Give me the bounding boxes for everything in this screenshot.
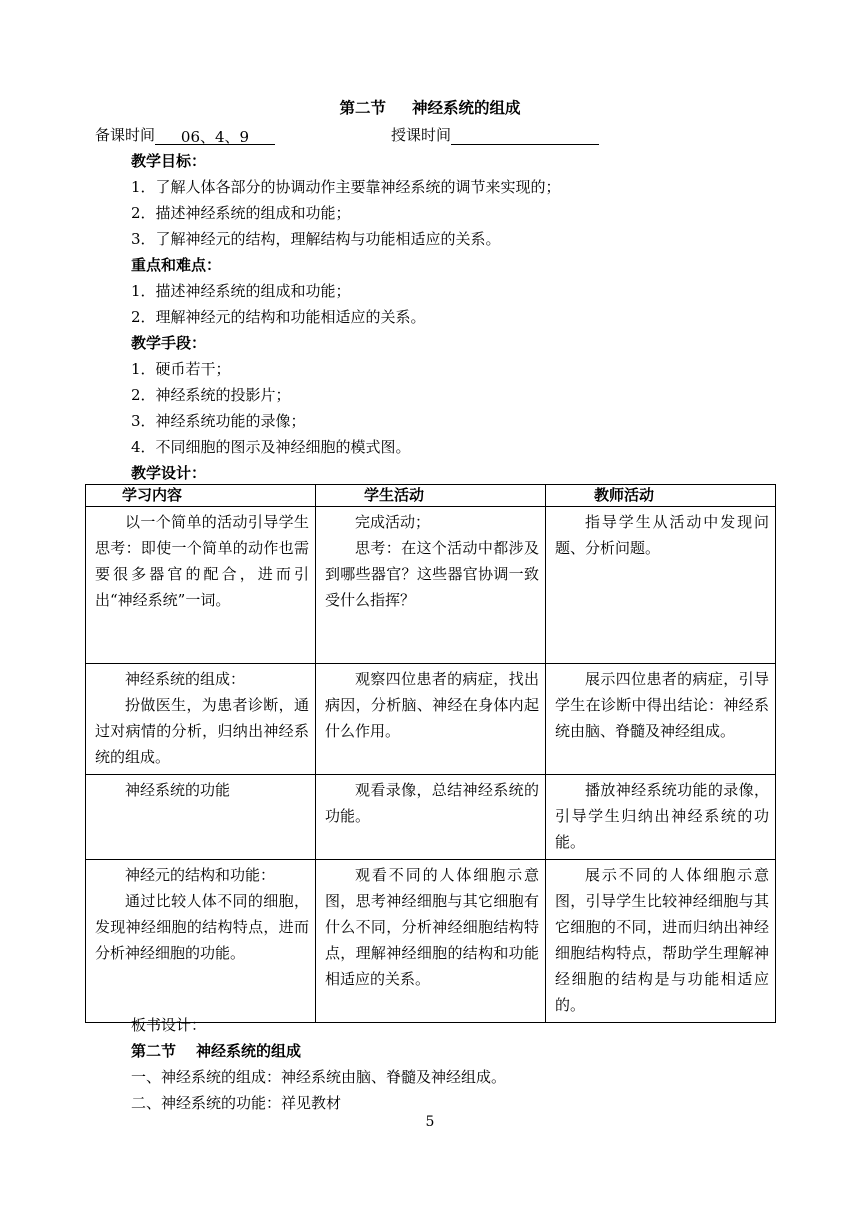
section-number: 第二节 xyxy=(339,99,386,117)
objective-item: 2．描述神经系统的组成和功能； xyxy=(131,204,351,222)
teacher-cell xyxy=(546,860,776,1023)
section-name: 神经系统的组成 xyxy=(412,99,521,117)
key-point-item: 2．理解神经元的结构和功能相适应的关系。 xyxy=(131,308,426,326)
table-row xyxy=(86,507,776,664)
teach-time xyxy=(391,124,599,145)
content-cell xyxy=(86,664,316,775)
content-cell xyxy=(86,775,316,860)
objective-item: 3．了解神经元的结构，理解结构与功能相适应的关系。 xyxy=(131,230,501,248)
cell-paragraph: 观看录像，总结神经系统的功能。 xyxy=(325,781,539,825)
teacher-cell xyxy=(546,775,776,860)
board-line: 二、神经系统的功能：祥见教材 xyxy=(131,1094,342,1112)
cell-paragraph: 思考：在这个活动中都涉及到哪些器官？这些器官协调一致受什么指挥？ xyxy=(325,539,539,609)
cell-paragraph: 指导学生从活动中发现问题、分析问题。 xyxy=(555,513,769,557)
cell-paragraph: 展示不同的人体细胞示意图，引导学生比较神经细胞与其它细胞的不同，进而归纳出神经细胞结构特点，帮助学生理解神经细胞的结构是与功能相适应的。 xyxy=(555,866,769,1014)
header-teacher: 教师活动 xyxy=(546,485,776,507)
teach-time-blank xyxy=(451,126,599,145)
cell-paragraph: 观察四位患者的病症，找出病因，分析脑、神经在身体内起什么作用。 xyxy=(325,670,539,740)
cell-paragraph: 以一个简单的活动引导学生思考：即使一个简单的动作也需要很多器官的配合，进而引出“神经系统”一词。 xyxy=(95,513,309,609)
student-cell xyxy=(316,664,546,775)
board-line: 一、神经系统的组成：神经系统由脑、脊髓及神经组成。 xyxy=(131,1068,507,1086)
section-title xyxy=(0,96,860,118)
key-points-heading: 重点和难点： xyxy=(131,256,222,274)
methods-heading: 教学手段： xyxy=(131,334,207,352)
teacher-cell xyxy=(546,507,776,664)
page-number: 5 xyxy=(425,1114,435,1130)
key-point-item: 1．描述神经系统的组成和功能； xyxy=(131,282,351,300)
design-heading: 教学设计： xyxy=(131,464,207,482)
board-title-name: 神经系统的组成 xyxy=(196,1042,302,1060)
cell-paragraph: 播放神经系统功能的录像，引导学生归纳出神经系统的功能。 xyxy=(555,781,769,851)
board-heading: 板书设计： xyxy=(131,1016,207,1034)
student-cell xyxy=(316,860,546,1023)
cell-paragraph: 神经元的结构和功能： xyxy=(125,866,276,884)
cell-paragraph: 完成活动； xyxy=(355,513,431,531)
table-row xyxy=(86,860,776,1023)
schedule-row xyxy=(95,124,775,146)
header-student: 学生活动 xyxy=(316,485,546,507)
table-header-row xyxy=(86,485,776,507)
board-title-number: 第二节 xyxy=(131,1042,177,1060)
teacher-cell xyxy=(546,664,776,775)
teaching-design-table xyxy=(85,484,776,1023)
cell-paragraph: 神经系统的组成： xyxy=(125,670,246,688)
prep-time xyxy=(95,124,275,145)
prep-time-label: 备课时间 xyxy=(95,126,156,144)
content-cell xyxy=(86,860,316,1023)
student-cell xyxy=(316,775,546,860)
cell-paragraph: 扮做医生，为患者诊断，通过对病情的分析，归纳出神经系统的组成。 xyxy=(95,696,309,766)
method-item: 1．硬币若干； xyxy=(131,360,231,378)
header-content: 学习内容 xyxy=(86,485,316,507)
cell-paragraph: 展示四位患者的病症，引导学生在诊断中得出结论：神经系统由脑、脊髓及神经组成。 xyxy=(555,670,769,740)
method-item: 4．不同细胞的图示及神经细胞的模式图。 xyxy=(131,438,411,456)
content-cell xyxy=(86,507,316,664)
prep-time-value: 06、4、9 xyxy=(155,126,275,145)
cell-paragraph: 神经系统的功能 xyxy=(125,781,231,799)
objectives-heading: 教学目标： xyxy=(131,152,207,170)
teach-time-label: 授课时间 xyxy=(391,126,452,144)
method-item: 3．神经系统功能的录像； xyxy=(131,412,306,430)
table-row xyxy=(86,775,776,860)
student-cell xyxy=(316,507,546,664)
objective-item: 1．了解人体各部分的协调动作主要靠神经系统的调节来实现的； xyxy=(131,178,561,196)
cell-paragraph: 观看不同的人体细胞示意图，思考神经细胞与其它细胞有什么不同，分析神经细胞结构特点，理解神经细胞的结构和功能相适应的关系。 xyxy=(325,866,539,988)
board-title xyxy=(131,1040,860,1061)
cell-paragraph: 通过比较人体不同的细胞，发现神经细胞的结构特点，进而分析神经细胞的功能。 xyxy=(95,892,309,962)
table-row xyxy=(86,664,776,775)
method-item: 2．神经系统的投影片； xyxy=(131,386,291,404)
